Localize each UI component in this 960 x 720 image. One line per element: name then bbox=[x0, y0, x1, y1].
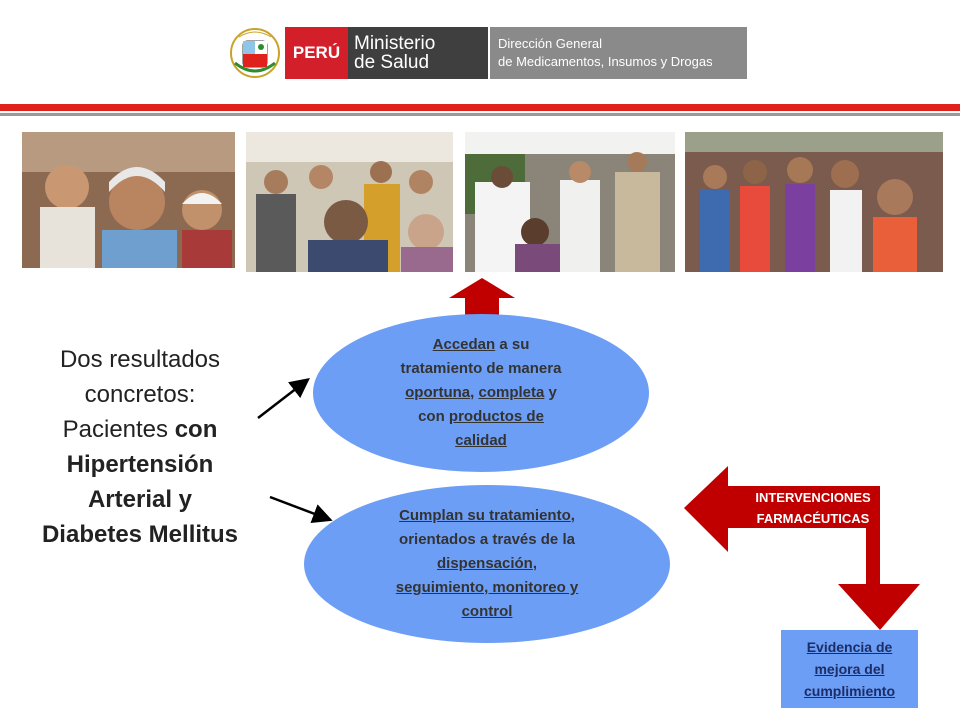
arrow-to-bottom-ellipse bbox=[270, 497, 328, 519]
peru-label: PERÚ bbox=[285, 27, 348, 79]
children-group-photo bbox=[685, 132, 943, 272]
ministry-logo bbox=[229, 27, 747, 79]
header-divider-grey bbox=[0, 113, 960, 116]
ministry-name: Ministerio de Salud bbox=[348, 27, 488, 79]
direction-name: Dirección General de Medicamentos, Insumos y Drogas bbox=[490, 27, 747, 79]
elderly-women-photo bbox=[22, 132, 235, 268]
header-divider-red bbox=[0, 104, 960, 111]
results-summary: Dos resultados concretos: Pacientes con Hipertensión Arterial y Diabetes Mellitus bbox=[41, 346, 239, 548]
evidence-box: Evidencia de mejora del cumplimiento bbox=[781, 630, 918, 708]
coat-of-arms-icon bbox=[229, 27, 281, 79]
nurse-care-photo bbox=[465, 132, 675, 272]
comply-treatment-ellipse: Cumplan su tratamiento, orientados a través de la dispensación, seguimiento, monitoreo y control bbox=[304, 485, 670, 643]
interventions-label: INTERVENCIONES FARMACÉUTICAS bbox=[755, 490, 871, 526]
access-treatment-ellipse: Accedan a su tratamiento de manera oportuna, completa y con productos de calidad bbox=[313, 314, 649, 472]
waiting-patients-photo bbox=[246, 132, 453, 272]
arrow-to-top-ellipse bbox=[258, 381, 306, 418]
